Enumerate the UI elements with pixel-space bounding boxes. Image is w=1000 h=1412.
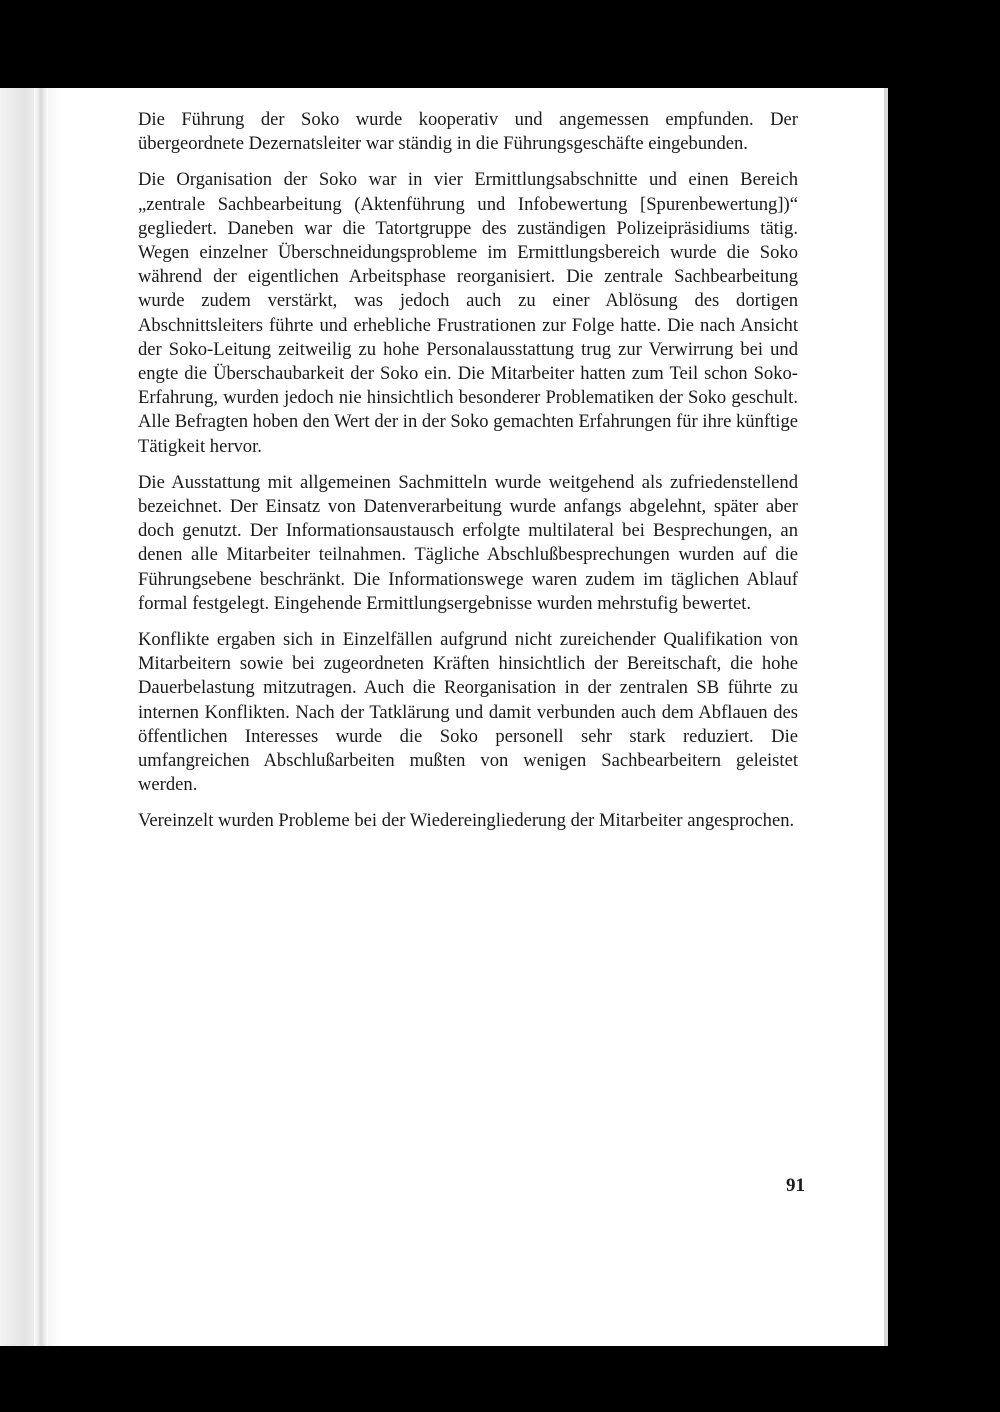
paragraph-conflicts: Konflikte ergaben sich in Einzelfällen aufgrund nicht zureichender Qualifikation von Mitarbeitern sowie bei zugeordneten Kräften hinsichtlich der Bereitschaft, die hohe Dauerbelastung mitzutragen. Auch die Reorganisation in der zentralen SB führte zu internen Konflikten. Nach der Tatklärung und damit verbunden auch dem Abflauen des öffentlichen Interesses wurde die Soko personell sehr stark reduziert. Die umfangreichen Abschlußarbeiten mußten von wenigen Sachbearbeitern geleistet werden. xyxy=(138,629,798,796)
paragraph-organisation: Die Organisation der Soko war in vier Ermittlungsabschnitte und einen Bereich „zentrale Sachbearbeitung (Aktenführung und Infobewertung [Spurenbewertung])“ gegliedert. Daneben war die Tatortgruppe des zuständigen Polizeipräsidiums tätig. Wegen einzelner Überschneidungsprobleme im Ermittlungsbereich wurde die Soko während der eigentlichen Arbeitsphase reorganisiert. Die zentrale Sachbearbeitung wurde zudem verstärkt, was jedoch auch zu einer Ablösung des dortigen Abschnittsleiters führte und erhebliche Frustrationen zur Folge hatte. Die nach Ansicht der Soko-Leitung zeitweilig zu hohe Personalausstattung trug zur Verwirrung bei und engte die Überschaubarkeit der Soko ein. Die Mitarbeiter hatten zum Teil schon Soko-Erfahrung, wurden jedoch nie hinsichtlich besonderer Problematiken der Soko geschult. Alle Befragten hoben den Wert der in der Soko gemachten Erfahrungen für ihre künftige Tätigkeit hervor. xyxy=(138,169,798,457)
page-binding-edge xyxy=(0,88,62,1346)
page-spine-shadow xyxy=(34,88,48,1346)
body-text xyxy=(138,108,798,846)
page-number: 91 xyxy=(786,1175,805,1196)
paragraph-equipment: Die Ausstattung mit allgemeinen Sachmitteln wurde weitgehend als zufriedenstellend bezeichnet. Der Einsatz von Datenverarbeitung wurde anfangs abgelehnt, später aber doch genutzt. Der Informationsaustausch erfolgte multilateral bei Besprechungen, an denen alle Mitarbeiter teilnahmen. Tägliche Abschlußbesprechungen wurden auf die Führungsebene beschränkt. Die Informationswege waren zudem im täglichen Ablauf formal festgelegt. Eingehende Ermittlungsergebnisse wurden mehrstufig bewertet. xyxy=(138,471,798,614)
page-right-edge xyxy=(884,88,888,1346)
paragraph-leadership: Die Führung der Soko wurde kooperativ und angemessen empfunden. Der übergeordnete Dezernatsleiter war ständig in die Führungsgeschäfte eingebunden. xyxy=(138,109,798,155)
paragraph-reintegration: Vereinzelt wurden Probleme bei der Wiedereingliederung der Mitarbeiter angesprochen. xyxy=(138,810,795,832)
